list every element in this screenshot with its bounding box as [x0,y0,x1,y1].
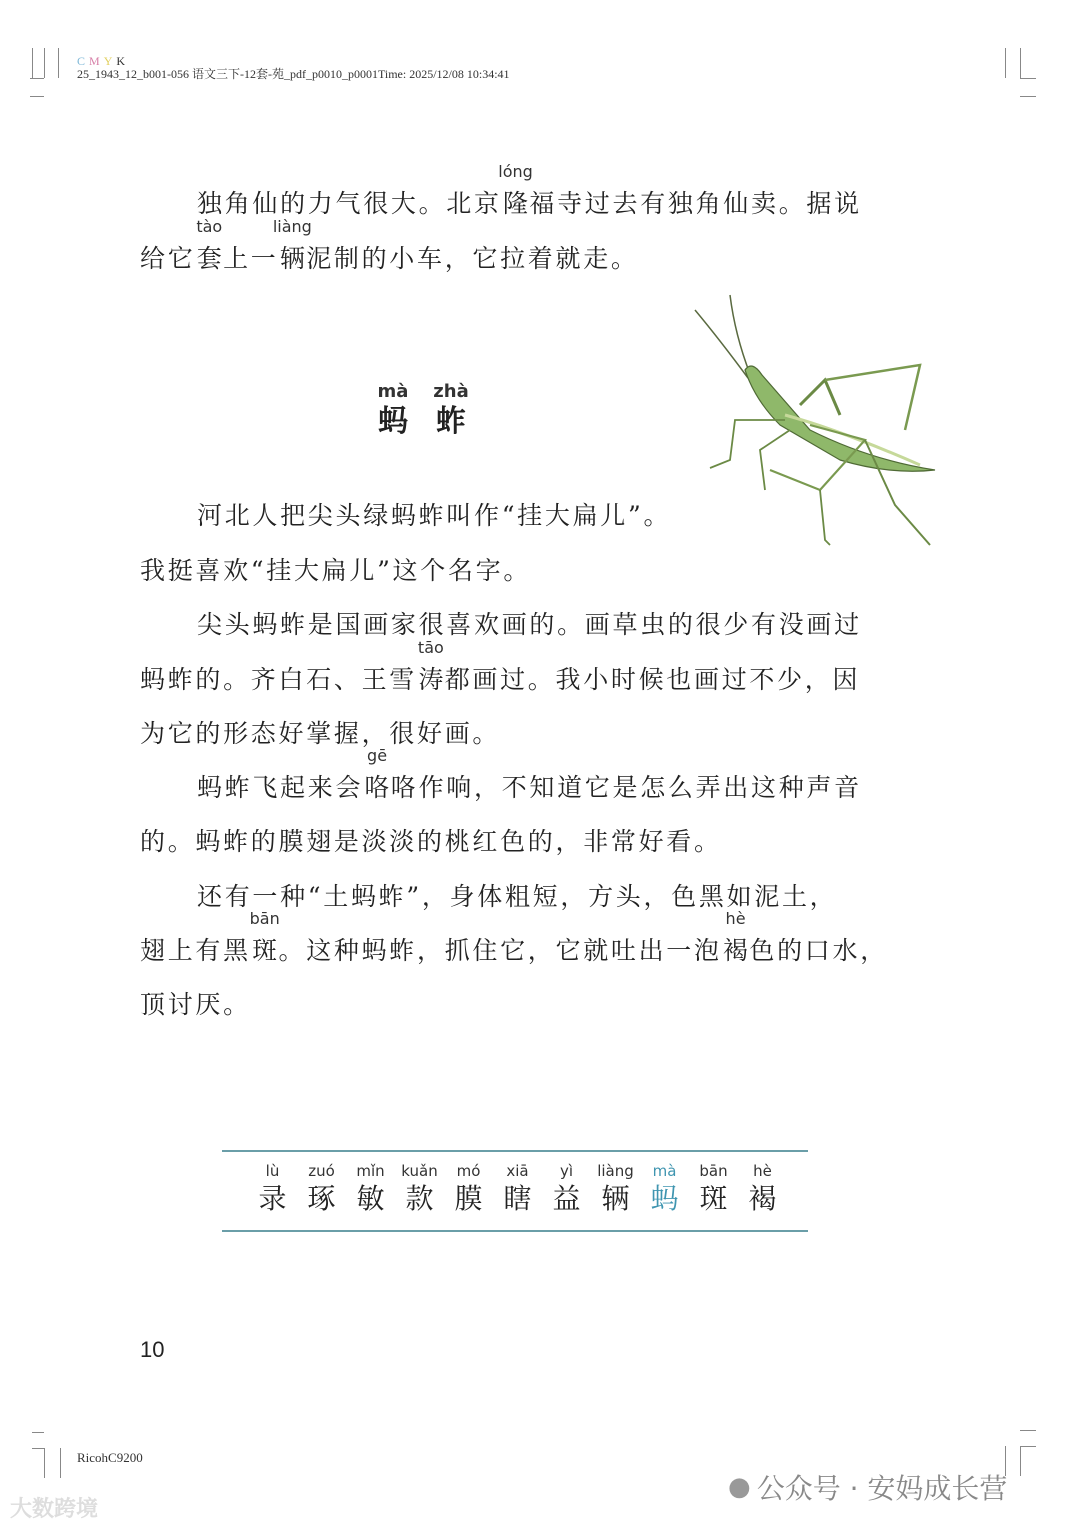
pinyin-annotation: hè [725,909,746,928]
text-segment: 顶讨厌。 [140,990,251,1019]
new-characters-row [248,1162,787,1216]
watermark-right [728,1467,1007,1507]
text-line [140,217,639,282]
pinyin-annotation: zhà [433,381,469,402]
pinyin-annotation: liàng [272,217,312,236]
pinyin-annotation: bān [249,909,280,928]
print-info: 25_1943_12_b001-056 语文三下-12套-苑_pdf_p0010_p0001Time: 2025/12/08 10:34:41 [77,67,510,81]
character-text: 蚂 [378,404,408,439]
text-segment: 河北人把尖头绿蚂蚱叫作“挂大扁儿”。 [197,501,672,530]
pinyin-annotation: tào [196,217,223,236]
text-segment: 上一 [223,244,279,273]
annotated-character [640,1162,689,1216]
text-segment: 福寺过去有独角仙卖。据说 [529,189,862,218]
character-text: 涛 [418,665,444,694]
text-segment: 。这种蚂蚱，抓住它，它就吐出一泡 [278,936,722,965]
character-text: 咯 [364,773,390,802]
cmyk-mark: Y [103,54,113,68]
annotated-character [444,1162,493,1216]
pinyin-annotation: lù [265,1162,280,1180]
character-text: 敏 [356,1182,385,1215]
text-line [140,717,500,757]
annotated-character [689,1162,738,1216]
character-text: 套 [196,244,222,273]
annotated-character [542,1162,591,1216]
crop-mark [32,48,33,78]
text-segment: 我挺喜欢“挂大扁儿”这个名字。 [140,556,532,585]
text-segment: 给它 [140,244,196,273]
annotated-character [498,162,533,221]
pinyin-annotation: yì [559,1162,574,1180]
pinyin-annotation: zuó [308,1162,335,1180]
new-characters-box [222,1150,808,1232]
character-text: 琢 [307,1182,336,1215]
crop-mark [32,1432,44,1433]
text-segment: 还有一种“土蚂蚱”，身体粗短，方头，色黑如泥土， [197,882,838,911]
annotated-character [346,1162,395,1216]
crop-mark [30,96,44,97]
text-line [140,638,861,703]
text-line [140,825,722,865]
crop-mark [1020,1446,1036,1447]
annotated-character [395,1162,444,1216]
wechat-icon: ● [728,1472,751,1502]
character-text: 辆 [279,244,305,273]
pinyin-annotation: xiā [506,1162,529,1180]
character-text: 瞎 [503,1182,532,1215]
cmyk-mark: M [89,54,100,68]
annotated-character [364,381,422,439]
text-segment: 为它的形态好掌握，很好画。 [140,719,501,748]
character-text: 斑 [252,936,278,965]
character-text: 录 [258,1182,287,1215]
text-segment: 都画过。我小时候也画过不少，因 [444,665,861,694]
crop-mark [1020,48,1021,78]
text-segment: 色的口水， [749,936,888,965]
annotated-character [249,909,280,968]
pinyin-annotation: mó [456,1162,481,1180]
character-text: 益 [552,1182,581,1215]
grasshopper-illustration [690,290,950,555]
text-segment: 尖头蚂蚱是国画家很喜欢画的。画草虫的很少有没画过 [197,610,862,639]
character-text: 蚱 [436,404,466,439]
text-line [197,746,862,811]
print-header [77,55,510,81]
pinyin-annotation: bān [699,1162,728,1180]
character-text: 斑 [699,1182,728,1215]
annotated-character [493,1162,542,1216]
pinyin-annotation: kuǎn [401,1162,438,1180]
pinyin-annotation: mà [377,381,409,402]
cmyk-mark: K [116,54,126,68]
text-line [140,909,888,974]
character-text: 膜 [454,1182,483,1215]
text-line [197,499,671,539]
text-segment: 泥制的小车，它拉着就走。 [306,244,639,273]
pinyin-annotation: mà [652,1162,677,1180]
annotated-character [738,1162,787,1216]
text-line [140,988,251,1028]
character-text: 褐 [723,936,749,965]
watermark-right-text: 公众号 · 安妈成长营 [756,1472,1008,1505]
text-segment: 咯作响，不知道它是怎么弄出这种声音 [390,773,862,802]
annotated-character [363,746,391,805]
text-line [197,608,862,648]
character-text: 款 [405,1182,434,1215]
cmyk-mark: C [77,54,86,68]
crop-mark [1020,1446,1021,1476]
annotated-character [272,217,312,276]
watermark-left: 大数跨境 [10,1497,99,1522]
pinyin-annotation: hè [753,1162,772,1180]
character-text: 蚂 [650,1182,679,1215]
crop-mark [44,48,45,78]
pinyin-annotation: gē [367,746,388,765]
annotated-character [248,1162,297,1216]
annotated-character [591,1162,640,1216]
annotated-character [195,217,223,276]
page-number: 10 [140,1337,165,1362]
character-text: 隆 [503,189,529,218]
lesson-title [364,381,480,439]
printer-label: RicohC9200 [77,1450,143,1465]
text-segment: 翅上有黑 [140,936,251,965]
annotated-character [722,909,750,968]
text-segment: 蚂蚱飞起来会 [197,773,364,802]
text-segment: 独角仙的力气很大。北京 [197,189,502,218]
annotated-character [417,638,445,697]
text-segment: 的。蚂蚱的膜翅是淡淡的桃红色的，非常好看。 [140,827,722,856]
character-text: 辆 [601,1182,630,1215]
text-line [140,554,531,594]
crop-mark [32,1448,44,1449]
crop-mark [1020,1430,1036,1431]
crop-mark [44,1448,45,1478]
crop-mark [1020,78,1036,79]
annotated-character [422,381,480,439]
crop-mark [1005,48,1006,78]
text-segment: 蚂蚱的。齐白石、王雪 [140,665,418,694]
pinyin-annotation: lóng [498,162,533,181]
pinyin-annotation: tāo [417,638,444,657]
crop-mark [58,48,59,78]
crop-mark [60,1448,61,1478]
crop-mark [1020,96,1036,97]
pinyin-annotation: liàng [597,1162,634,1180]
pinyin-annotation: mǐn [356,1162,385,1180]
crop-mark [30,78,44,79]
annotated-character [297,1162,346,1216]
character-text: 褐 [748,1182,777,1215]
